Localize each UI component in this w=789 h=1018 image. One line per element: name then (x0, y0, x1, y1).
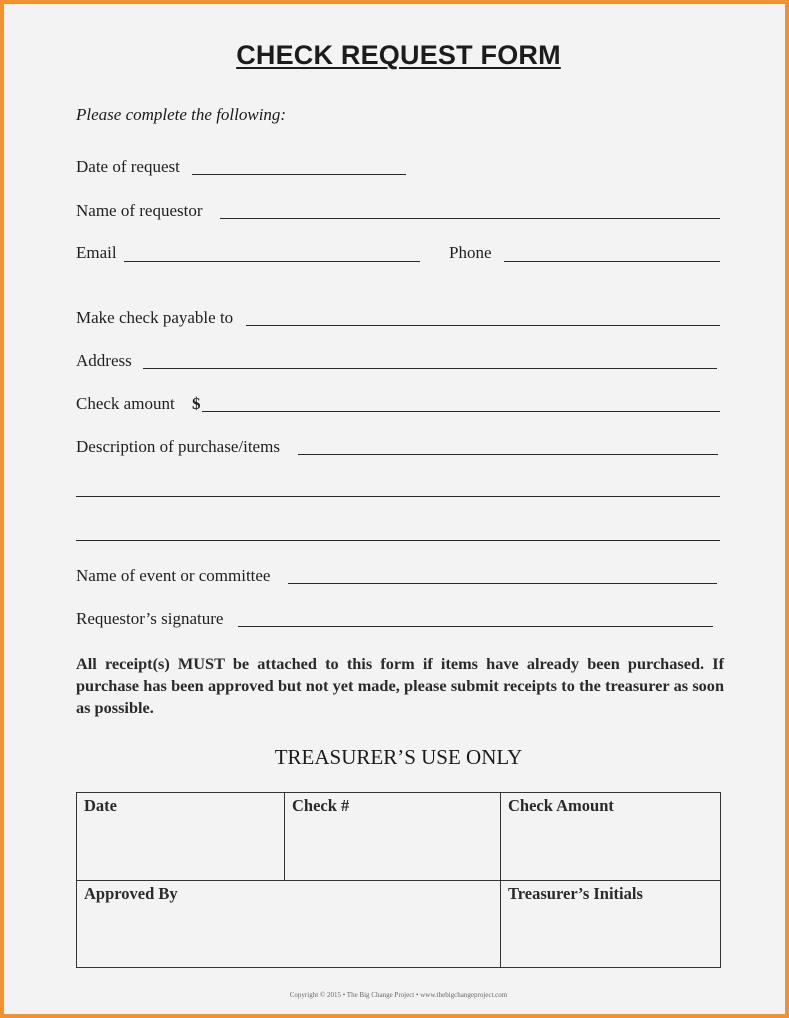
signature-label: Requestor’s signature (76, 609, 224, 628)
form-instructions: Please complete the following: (76, 105, 287, 124)
email-label: Email (76, 243, 117, 262)
phone-field[interactable] (504, 261, 720, 262)
treasurer-check-amount-label: Check Amount (508, 796, 614, 815)
treasurer-approved-by-cell[interactable] (77, 881, 501, 967)
email-field[interactable] (124, 261, 420, 262)
date-of-request-label: Date of request (76, 157, 180, 176)
receipt-notice: All receipt(s) MUST be attached to this form if items have already been purchased. If purchase has been approved but not yet made, please submit receipts to the treasurer as soon as possible. (76, 654, 724, 717)
description-label: Description of purchase/items (76, 437, 280, 456)
event-or-committee-field[interactable] (288, 583, 717, 584)
address-label: Address (76, 351, 132, 370)
payable-to-field[interactable] (246, 325, 720, 326)
check-amount-label: Check amount (76, 394, 175, 413)
currency-symbol: $ (192, 394, 201, 413)
date-of-request-field[interactable] (192, 174, 406, 175)
treasurer-date-label: Date (84, 796, 117, 815)
copyright-footer: Copyright © 2015 • The Big Change Project • www.thebigchangeproject.com (289, 991, 508, 999)
treasurer-initials-cell[interactable] (501, 881, 720, 967)
treasurer-check-number-label: Check # (292, 796, 350, 815)
description-field-line-2[interactable] (76, 496, 720, 497)
address-field[interactable] (143, 368, 717, 369)
treasurer-date-cell[interactable] (77, 793, 285, 881)
payable-to-label: Make check payable to (76, 308, 234, 327)
treasurer-section-title: TREASURER’S USE ONLY (274, 745, 523, 769)
form-title: CHECK REQUEST FORM (236, 40, 561, 70)
phone-label: Phone (449, 243, 492, 262)
check-amount-field[interactable] (202, 411, 720, 412)
treasurer-initials-label: Treasurer’s Initials (508, 884, 643, 903)
event-or-committee-label: Name of event or committee (76, 566, 271, 585)
description-field-line-1[interactable] (298, 454, 718, 455)
description-field-line-3[interactable] (76, 540, 720, 541)
treasurer-table (76, 792, 721, 968)
name-of-requestor-label: Name of requestor (76, 201, 203, 220)
name-of-requestor-field[interactable] (220, 218, 720, 219)
signature-field[interactable] (238, 626, 713, 627)
treasurer-approved-by-label: Approved By (84, 884, 178, 903)
treasurer-check-amount-cell[interactable] (501, 793, 720, 881)
treasurer-check-number-cell[interactable] (285, 793, 501, 881)
